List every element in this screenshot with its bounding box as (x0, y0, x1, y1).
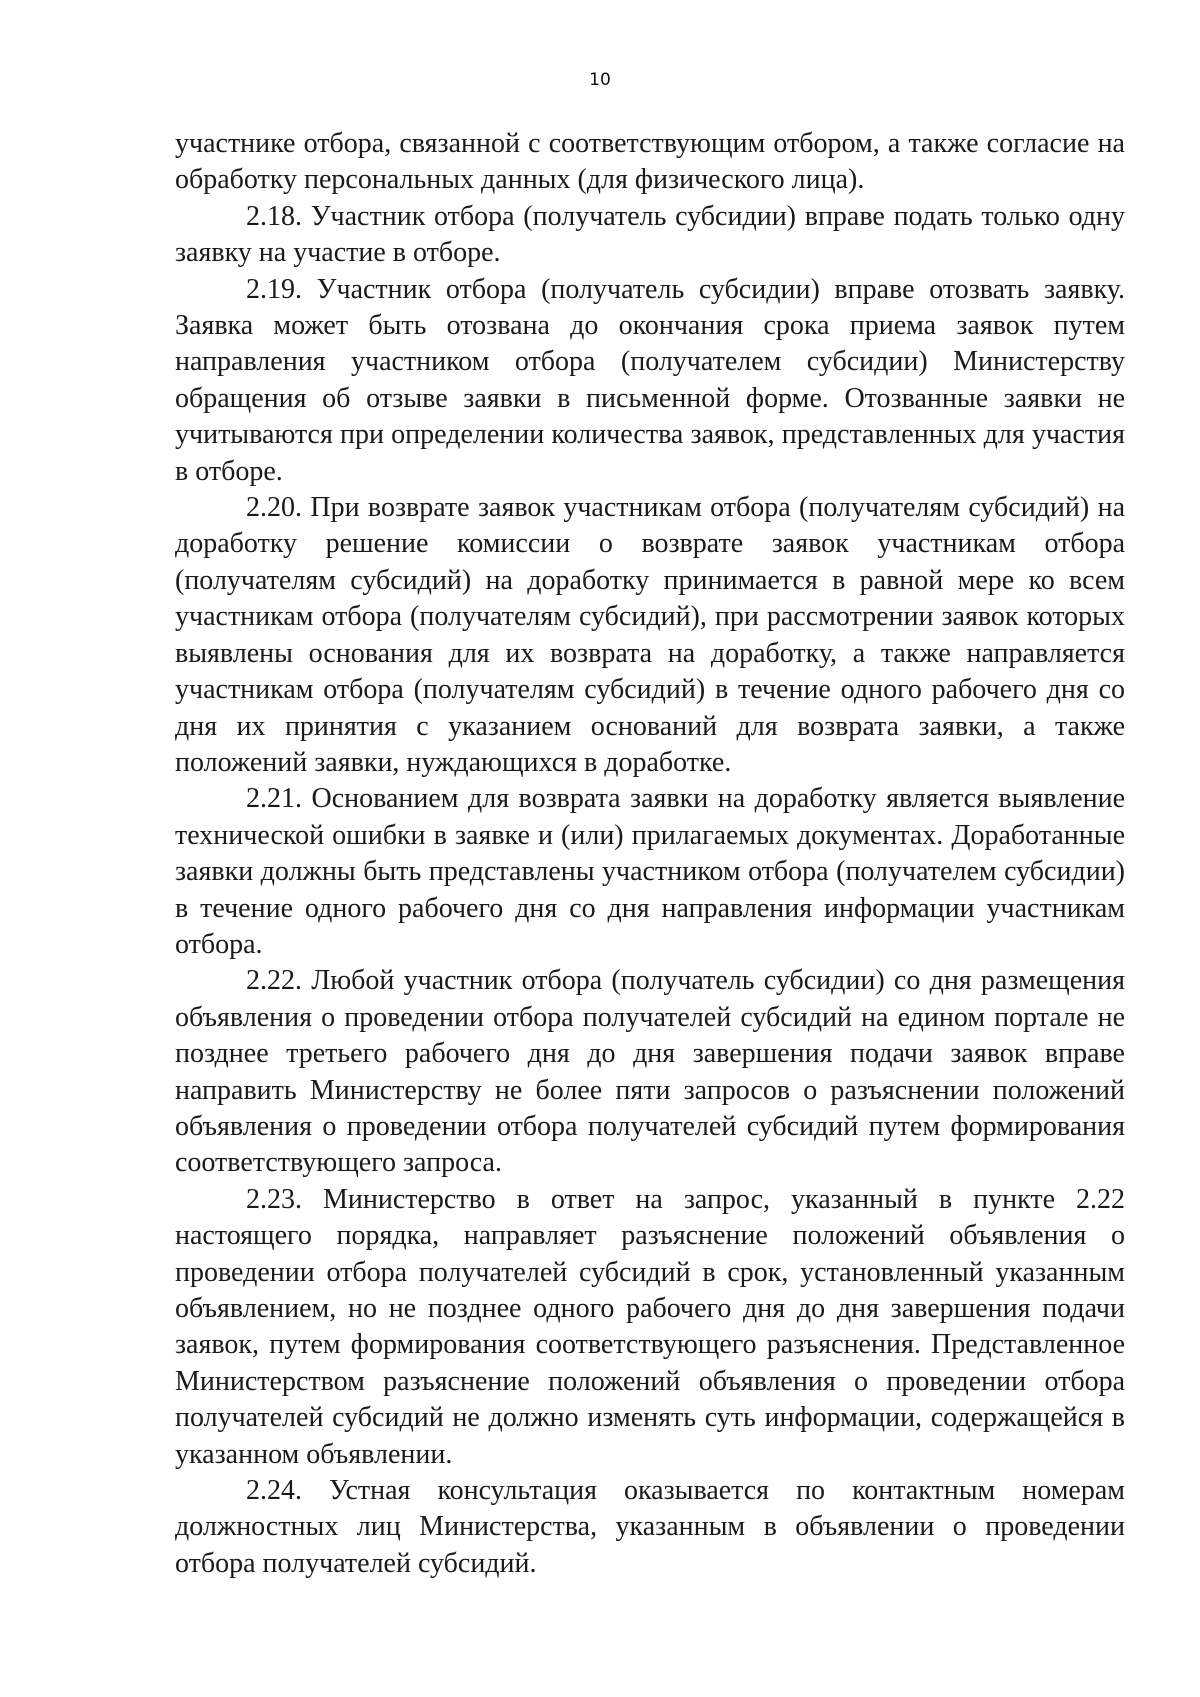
paragraph-2-20: 2.20. При возврате заявок участникам отбора (получателям субсидий) на доработку решение комиссии о возврате заявок участникам отбора (получателям субсидий) на доработку принимается в равной мере ко всем участникам отбора (получателям субсидий), при рассмотрении заявок которых выявлены основания для их возврата на доработку, а также направляется участникам отбора (получателям субсидий) в течение одного рабочего дня со дня их принятия с указанием оснований для возврата заявки, а также положений заявки, нуждающихся в доработке. (175, 492, 1125, 778)
paragraph-2-21: 2.21. Основанием для возврата заявки на доработку является выявление технической ошибки в заявке и (или) прилагаемых документах. Доработанные заявки должны быть представлены участником отбора (получателем субсидии) в течение одного рабочего дня со дня направления информации участникам отбора. (175, 783, 1125, 960)
paragraph-2-24: 2.24. Устная консультация оказывается по контактным номерам должностных лиц Министерства, указанным в объявлении о проведении отбора получателей субсидий. (175, 1475, 1125, 1579)
page-number: 10 (589, 70, 611, 90)
paragraph-2-19: 2.19. Участник отбора (получатель субсидии) вправе отозвать заявку. Заявка может быть отозвана до окончания срока приема заявок путем направления участником отбора (получателем субсидии) Министерству обращения об отзыве заявки в письменной форме. Отозванные заявки не учитываются при определении количества заявок, представленных для участия в отборе. (175, 273, 1125, 487)
paragraph-2-18: 2.18. Участник отбора (получатель субсидии) вправе подать только одну заявку на участие в отборе. (175, 200, 1125, 269)
paragraph-2-23: 2.23. Министерство в ответ на запрос, указанный в пункте 2.22 настоящего порядка, направляет разъяснение положений объявления о проведении отбора получателей субсидий в срок, установленный указанным объявлением, но не позднее одного рабочего дня до дня завершения подачи заявок, путем формирования соответствующего разъяснения. Представленное Министерством разъяснение положений объявления о проведении отбора получателей субсидий не должно изменять суть информации, содержащейся в указанном объявлении. (175, 1183, 1125, 1470)
paragraph-continuation: участнике отбора, связанной с соответствующим отбором, а также согласие на обработку персональных данных (для физического лица). (175, 128, 1125, 196)
document-body (175, 126, 1125, 1582)
paragraph-2-22: 2.22. Любой участник отбора (получатель субсидии) со дня размещения объявления о проведении отбора получателей субсидий на едином портале не позднее третьего рабочего дня до дня завершения подачи заявок вправе направить Министерству не более пяти запросов о разъяснении положений объявления о проведении отбора получателей субсидий путем формирования соответствующего запроса. (175, 965, 1125, 1179)
